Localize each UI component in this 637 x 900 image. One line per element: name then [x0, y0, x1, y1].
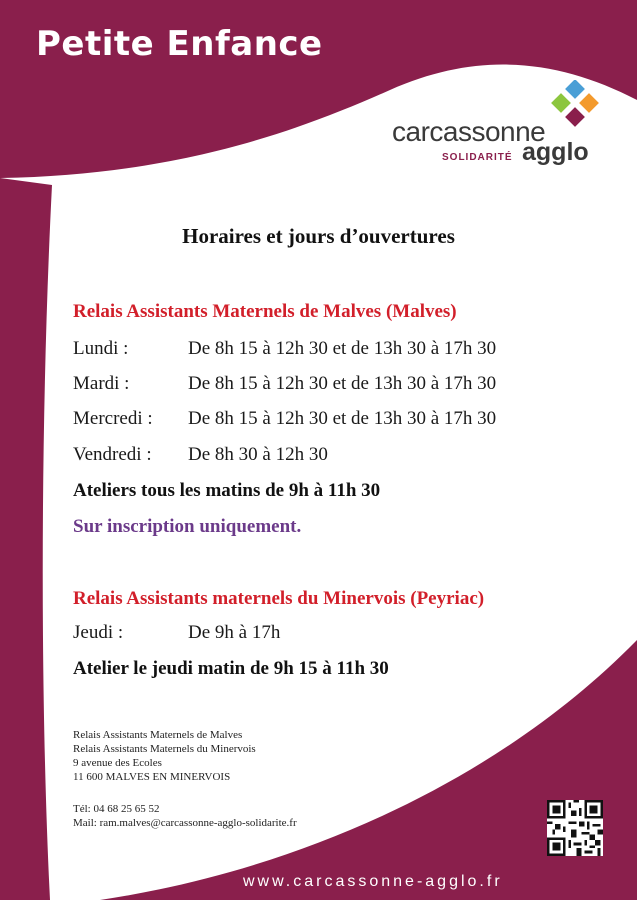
- schedule-day: Mardi :: [73, 373, 130, 394]
- schedule-day: Mercredi :: [73, 408, 153, 429]
- address-line: 9 avenue des Ecoles: [73, 757, 162, 769]
- schedule-hours: De 8h 15 à 12h 30 et de 13h 30 à 17h 30: [188, 373, 497, 394]
- workshop-note-minervois: Atelier le jeudi matin de 9h 15 à 11h 30: [73, 658, 389, 679]
- schedule-hours: De 8h 15 à 12h 30 et de 13h 30 à 17h 30: [188, 408, 497, 429]
- section-heading-minervois: Relais Assistants maternels du Minervois (Peyriac): [73, 588, 485, 609]
- carcassonne-agglo-logo: [392, 80, 612, 170]
- address-block: [73, 728, 256, 784]
- schedule-day: Jeudi :: [73, 622, 124, 643]
- contact-block: [73, 802, 297, 830]
- document-title: Horaires et jours d’ouvertures: [182, 224, 455, 248]
- footer-url[interactable]: www.carcassonne-agglo.fr: [243, 873, 503, 890]
- schedule-hours: De 9h à 17h: [188, 622, 281, 643]
- schedule-hours: De 8h 15 à 12h 30 et de 13h 30 à 17h 30: [188, 338, 497, 359]
- schedule-hours: De 8h 30 à 12h 30: [188, 444, 328, 465]
- schedule-day: Vendredi :: [73, 444, 152, 465]
- phone-number: Tél: 04 68 25 65 52: [73, 803, 160, 815]
- workshop-note-malves: Ateliers tous les matins de 9h à 11h 30: [73, 480, 381, 501]
- section-heading-malves: Relais Assistants Maternels de Malves (Malves): [73, 301, 457, 322]
- address-line: 11 600 MALVES EN MINERVOIS: [73, 771, 231, 783]
- registration-note: Sur inscription uniquement.: [73, 516, 302, 537]
- qr-code-icon[interactable]: [547, 800, 603, 856]
- header-title: Petite Enfance: [36, 24, 323, 64]
- address-line: Relais Assistants Maternels de Malves: [73, 729, 243, 741]
- logo-diamonds-icon: [546, 80, 602, 136]
- schedule-day: Lundi :: [73, 338, 129, 359]
- email-address[interactable]: Mail: ram.malves@carcassonne-agglo-solidarite.fr: [73, 817, 297, 829]
- logo-name: carcassonne: [392, 116, 546, 147]
- address-line: Relais Assistants Maternels du Minervois: [73, 743, 256, 755]
- logo-suffix: agglo: [522, 138, 589, 166]
- logo-tagline: SOLIDARITÉ: [442, 152, 513, 163]
